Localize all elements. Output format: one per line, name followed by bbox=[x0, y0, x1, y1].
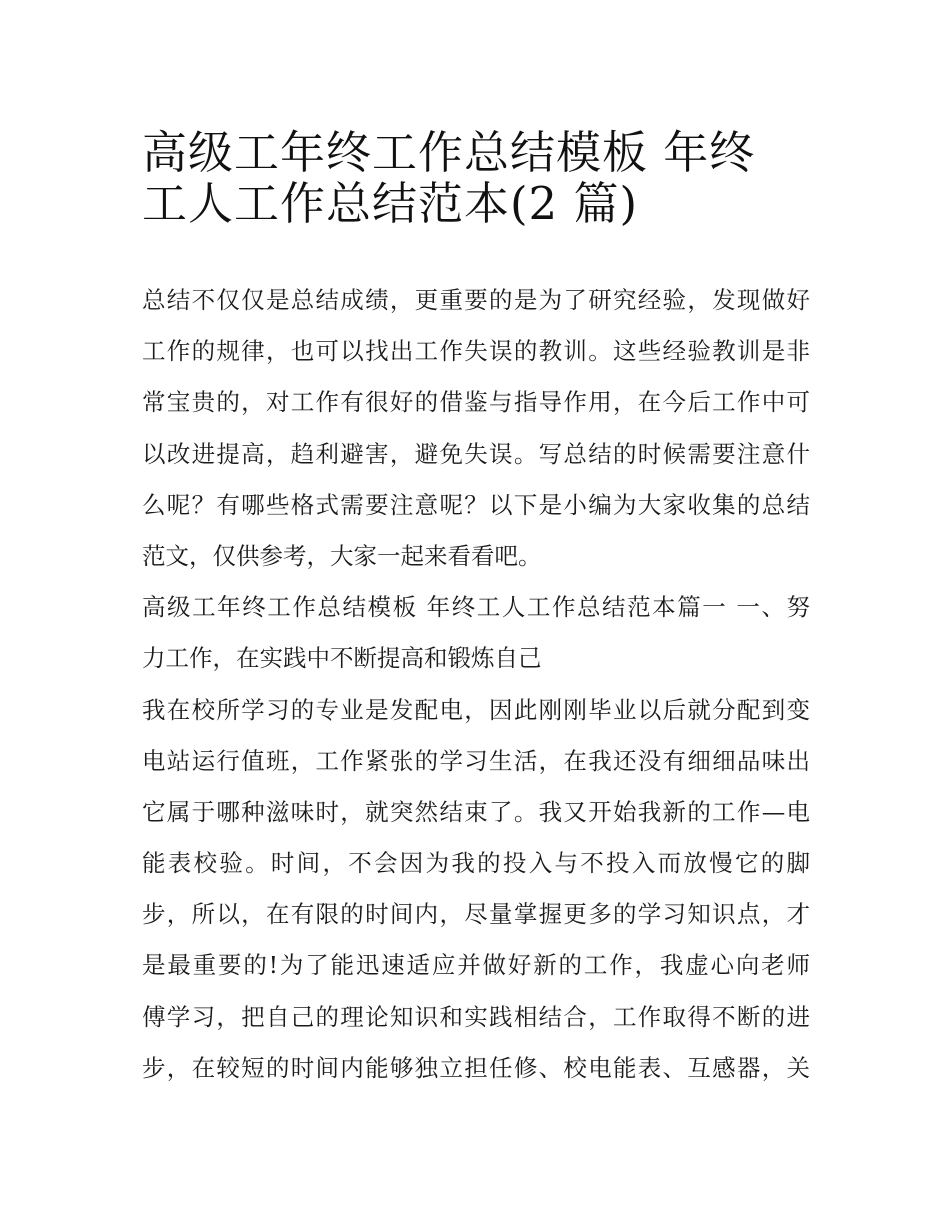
paragraph-line: 么呢？有哪些格式需要注意呢？以下是小编为大家收集的总结 bbox=[142, 490, 810, 519]
paragraph-line: 电站运行值班，工作紧张的学习生活，在我还没有细细品味出 bbox=[142, 746, 810, 775]
paragraph-line: 总结不仅仅是总结成绩，更重要的是为了研究经验，发现做好 bbox=[142, 286, 810, 314]
paragraph-line: 是最重要的!为了能迅速适应并做好新的工作，我虚心向老师 bbox=[142, 951, 810, 980]
title-line: 工人工作总结范本(2 篇) bbox=[142, 177, 639, 231]
paragraph-line: 以改进提高，趋利避害，避免失误。写总结的时候需要注意什 bbox=[142, 439, 810, 468]
paragraph-line: 工作的规律，也可以找出工作失误的教训。这些经验教训是非 bbox=[142, 337, 810, 366]
paragraph-line: 傅学习，把自己的理论知识和实践相结合，工作取得不断的进 bbox=[142, 1002, 810, 1031]
paragraph-line: 步，在较短的时间内能够独立担任修、校电能表、互感器，关 bbox=[142, 1053, 810, 1082]
paragraph-line: 我在校所学习的专业是发配电，因此刚刚毕业以后就分配到变 bbox=[142, 695, 810, 724]
paragraph-line: 能表校验。时间，不会因为我的投入与不投入而放慢它的脚 bbox=[142, 849, 810, 878]
paragraph-line: 步，所以，在有限的时间内，尽量掌握更多的学习知识点，才 bbox=[142, 900, 810, 929]
paragraph-line: 常宝贵的，对工作有很好的借鉴与指导作用，在今后工作中可 bbox=[142, 388, 810, 417]
title-line: 高级工年终工作总结模板 年终 bbox=[142, 126, 756, 179]
section-heading-line: 高级工年终工作总结模板 年终工人工作总结范本篇一 一、努 bbox=[142, 593, 810, 622]
document-body bbox=[142, 275, 822, 1094]
section-heading-line: 力工作，在实践中不断提高和锻炼自己 bbox=[142, 644, 542, 673]
document-title bbox=[142, 116, 832, 231]
paragraph-line: 它属于哪种滋味时，就突然结束了。我又开始我新的工作—电 bbox=[142, 797, 810, 826]
paragraph-line: 范文，仅供参考，大家一起来看看吧。 bbox=[142, 541, 542, 570]
